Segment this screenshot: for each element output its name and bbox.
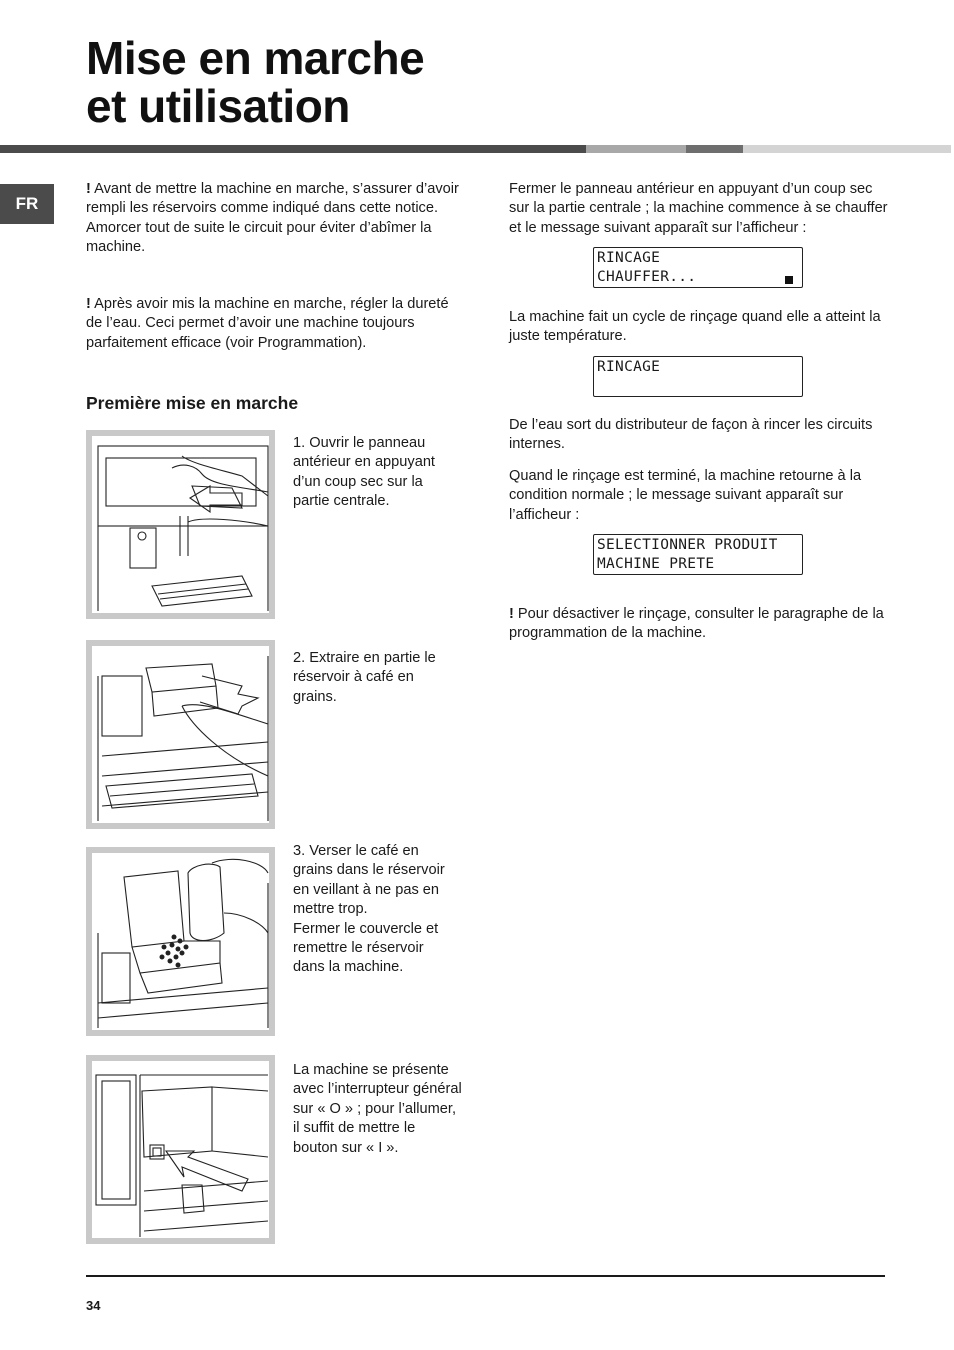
title-line-2: et utilisation bbox=[86, 80, 350, 132]
rinse-paragraph: La machine fait un cycle de rinçage quand elle a atteint la juste température. bbox=[509, 309, 881, 345]
warning-text: Après avoir mis la machine en marche, régler la dureté de l’eau. Ceci permet d’avoir une machine toujours parfaitement efficace (voir Programmation). bbox=[86, 296, 449, 351]
warning-mark: ! bbox=[86, 181, 91, 197]
title-line-1: Mise en marche bbox=[86, 32, 425, 84]
illustration-main-switch bbox=[86, 1055, 275, 1244]
display-line-2: MACHINE PRETE bbox=[597, 556, 715, 572]
warning-paragraph-2 bbox=[86, 295, 456, 353]
display-ready bbox=[593, 534, 803, 575]
footer-rule bbox=[86, 1275, 885, 1277]
display-line-2 bbox=[597, 377, 799, 396]
rinse-disable-warning bbox=[509, 605, 894, 644]
display-heating bbox=[593, 247, 803, 288]
step-3-text-b: Fermer le couvercle et remettre le réservoir dans la machine. bbox=[293, 920, 439, 976]
intro-paragraph: Fermer le panneau antérieur en appuyant d’un coup sec sur la partie centrale ; la machine commence à se chauffer et le message suivant apparaît sur l’afficheur : bbox=[509, 181, 888, 236]
display-rinse bbox=[593, 356, 803, 397]
warning-mark: ! bbox=[86, 296, 91, 312]
display-line-1: RINCAGE bbox=[597, 359, 661, 375]
warning-text: Pour désactiver le rinçage, consulter le paragraphe de la programmation de la machine. bbox=[509, 606, 884, 642]
header-bar-dark bbox=[0, 145, 586, 153]
section-title: Première mise en marche bbox=[86, 393, 299, 413]
display-line-1: RINCAGE bbox=[597, 250, 661, 266]
illustration-pour-beans bbox=[86, 847, 275, 1036]
step-3-text bbox=[293, 842, 458, 978]
display-line-1: SELECTIONNER PRODUIT bbox=[597, 537, 778, 553]
step-4-text: La machine se présente avec l’interrupteur général sur « O » ; pour l’allumer, il suffit de mettre le bouton sur « I ». bbox=[293, 1062, 462, 1156]
language-tab: FR bbox=[0, 184, 54, 224]
open-panel-drawing bbox=[92, 436, 269, 613]
warning-text: Avant de mettre la machine en marche, s’assurer d’avoir rempli les réservoirs comme indiqué dans cette notice. bbox=[86, 181, 459, 217]
rinse-done-paragraph: Quand le rinçage est terminé, la machine retourne à la condition normale ; le message suivant apparaît sur l’afficheur : bbox=[509, 468, 862, 523]
illustration-open-panel bbox=[86, 430, 275, 619]
illustration-extract-tank bbox=[86, 640, 275, 829]
pour-beans-drawing bbox=[92, 853, 269, 1030]
page-number: 34 bbox=[86, 1298, 101, 1313]
step-2-text: 2. Extraire en partie le réservoir à café en grains. bbox=[293, 650, 436, 705]
step-1-text: 1. Ouvrir le panneau antérieur en appuyant d’un coup sec sur la partie centrale. bbox=[293, 435, 435, 510]
header-bar-mid bbox=[586, 145, 686, 153]
warning-paragraph-1 bbox=[86, 180, 466, 258]
display-cursor-icon bbox=[785, 276, 793, 284]
header-bar-dark-2 bbox=[686, 145, 743, 153]
step-3-text-a: 3. Verser le café en grains dans le réservoir en veillant à ne pas en mettre trop. bbox=[293, 843, 445, 918]
water-paragraph: De l’eau sort du distributeur de façon à rincer les circuits internes. bbox=[509, 417, 873, 453]
warning-mark: ! bbox=[509, 606, 514, 622]
extract-tank-drawing bbox=[92, 646, 269, 823]
display-line-2: CHAUFFER... bbox=[597, 269, 697, 285]
header-bar-light bbox=[743, 145, 951, 153]
page-title bbox=[86, 34, 424, 130]
warning-text-2: Amorcer tout de suite le circuit pour éviter d’abîmer la machine. bbox=[86, 219, 432, 256]
main-switch-drawing bbox=[92, 1061, 269, 1238]
